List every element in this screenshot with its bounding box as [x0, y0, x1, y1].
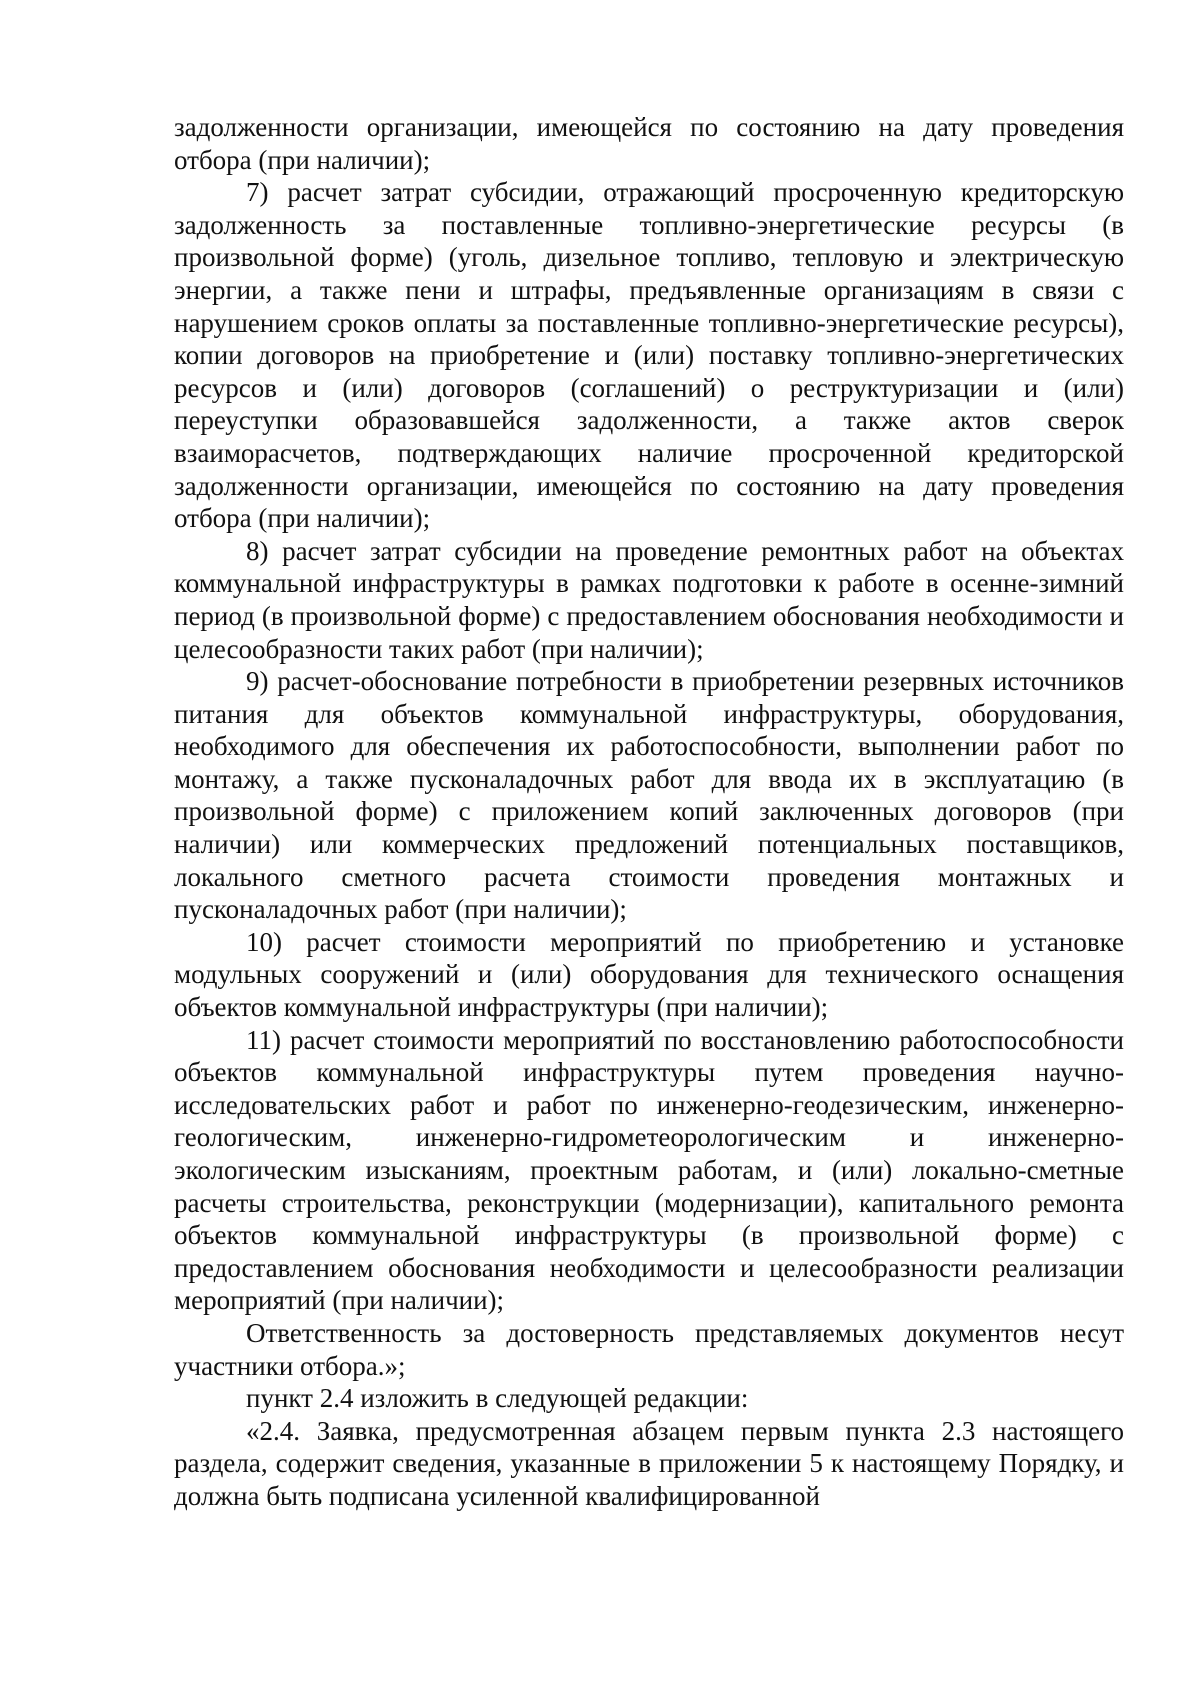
paragraph-item-9: 9) расчет-обоснование потребности в приобретении резервных источников питания для объектов коммунальной инфраструктуры, оборудования, необходимого для обеспечения их работоспособности, выполнении работ по монтажу, а также пусконаладочных работ для ввода их в эксплуатацию (в произвольной форме) с приложением копий заключенных договоров (при наличии) или коммерческих предложений потенциальных поставщиков, локального сметного расчета стоимости проведения монтажных и пусконаладочных работ (при наличии); [174, 666, 1124, 925]
paragraph-amendment-instruction: пункт 2.4 изложить в следующей редакции: [246, 1383, 749, 1414]
document-page [174, 111, 1124, 1513]
paragraph-continuation: задолженности организации, имеющейся по состоянию на дату проведения отбора (при наличии); [174, 112, 1124, 175]
paragraph-item-10: 10) расчет стоимости мероприятий по приобретению и установке модульных сооружений и (или) оборудования для технического оснащения объектов коммунальной инфраструктуры (при наличии); [174, 926, 1124, 1023]
paragraph-clause-2-4: «2.4. Заявка, предусмотренная абзацем первым пункта 2.3 настоящего раздела, содержит сведения, указанные в приложении 5 к настоящему Порядку, и должна быть подписана усиленной квалифицированной [174, 1415, 1124, 1511]
paragraph-item-11: 11) расчет стоимости мероприятий по восстановлению работоспособности объектов коммунальной инфраструктуры путем проведения научно-исследовательских работ и работ по инженерно-геодезическим, инженерно-геологическим, инженерно-гидрометеорологическим и инженерно-экологическим изысканиям, проектным работам, и (или) локально-сметные расчеты строительства, реконструкции (модернизации), капитального ремонта объектов коммунальной инфраструктуры (в произвольной форме) с предоставлением обоснования необходимости и целесообразности реализации мероприятий (при наличии); [174, 1024, 1124, 1316]
paragraph-item-7: 7) расчет затрат субсидии, отражающий просроченную кредиторскую задолженность за поставленные топливно-энергетические ресурсы (в произвольной форме) (уголь, дизельное топливо, тепловую и электрическую энергии, а также пени и штрафы, предъявленные организациям в связи с нарушением сроков оплаты за поставленные топливно-энергетические ресурсы), копии договоров на приобретение и (или) поставку топливно-энергетических ресурсов и (или) договоров (соглашений) о реструктуризации и (или) переуступки образовавшейся задолженности, а также актов сверок взаиморасчетов, подтверждающих наличие просроченной кредиторской задолженности организации, имеющейся по состоянию на дату проведения отбора (при наличии); [174, 177, 1124, 534]
paragraph-responsibility: Ответственность за достоверность представляемых документов несут участники отбора.»; [174, 1317, 1124, 1381]
paragraph-item-8: 8) расчет затрат субсидии на проведение ремонтных работ на объектах коммунальной инфраструктуры в рамках подготовки к работе в осенне-зимний период (в произвольной форме) с предоставлением обоснования необходимости и целесообразности таких работ (при наличии); [174, 535, 1124, 664]
